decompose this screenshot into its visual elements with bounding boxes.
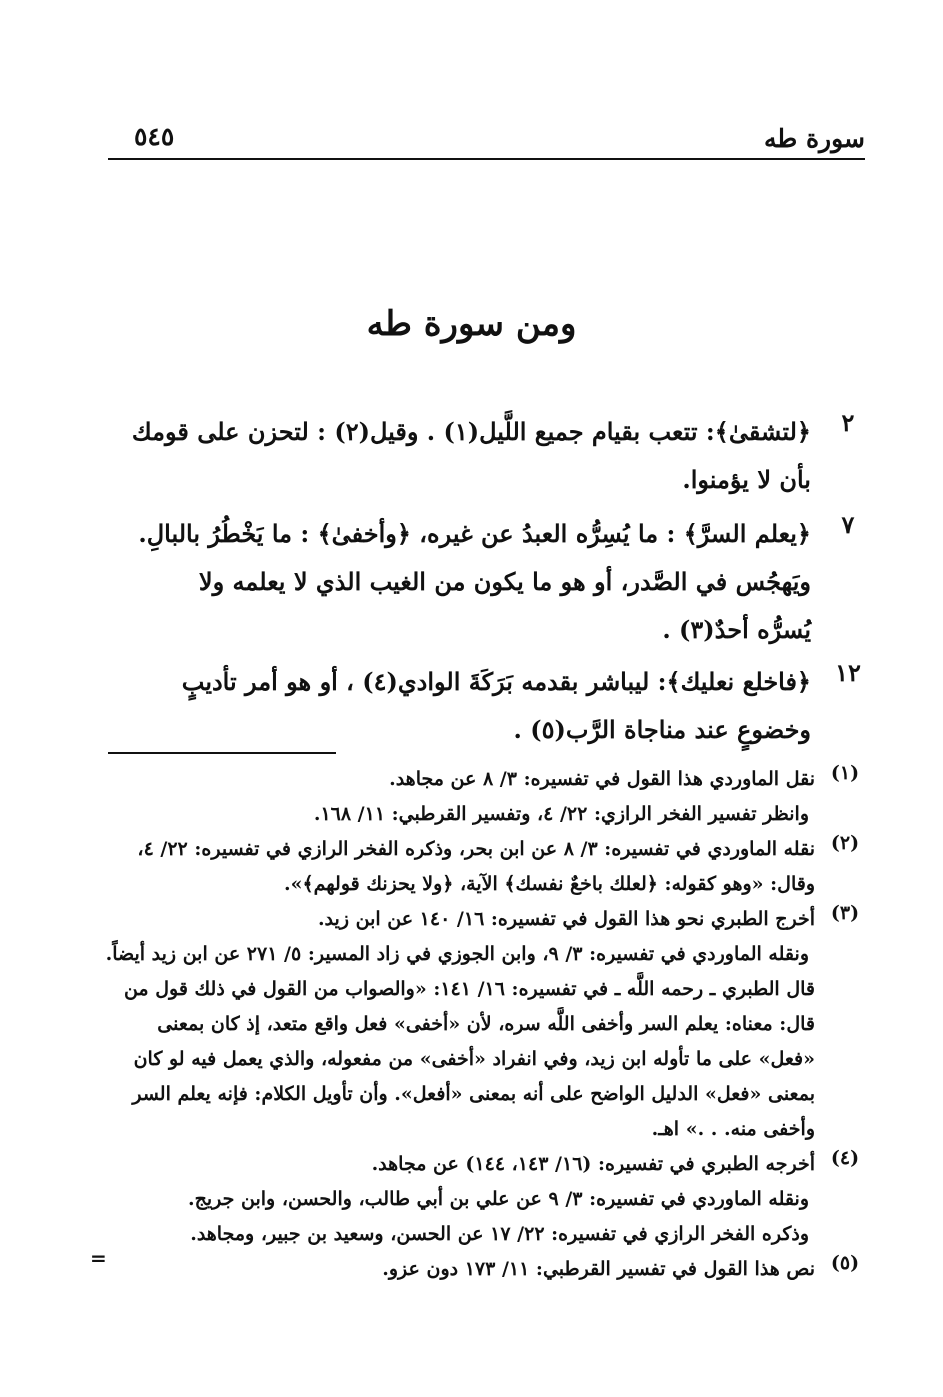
footnote-line: نص هذا القول في تفسير القرطبي: ١١/ ١٧٣ دون عزو. — [382, 1258, 815, 1280]
footnotes — [100, 762, 865, 1287]
commentary-line: ويَهجُس في الصَّدر، أو هو ما يكون من الغيب الذي لا يعلمه ولا — [198, 567, 811, 596]
verse-commentary — [105, 408, 811, 504]
footnote-line: نقل الماوردي هذا القول في تفسيره: ٣/ ٨ عن مجاهد. — [389, 768, 815, 790]
verse-commentary — [105, 658, 811, 754]
surah-heading: ومن سورة طه — [366, 304, 577, 344]
verse-number: ٢ — [841, 408, 855, 437]
footnote — [100, 1252, 865, 1287]
footnote-line: وذكره الفخر الرازي في تفسيره: ٢٢/ ١٧ عن الحسن، وسعيد بن جبير، ومجاهد. — [190, 1223, 809, 1245]
margin-mark: = — [90, 1246, 107, 1270]
footnote-number: (٢) — [830, 832, 860, 854]
footnote — [100, 832, 865, 902]
verse-number: ١٢ — [835, 658, 861, 687]
commentary-line: ﴿لتشقىٰ﴾: تتعب بقيام جميع اللَّيل(١) . وقيل(٢) : لتحزن على قومك — [131, 417, 811, 446]
footnote-number: (١) — [830, 762, 860, 784]
footnote-line: بمعنى «فعل» الدليل الواضح على أنه بمعنى «أفعل». وأن تأويل الكلام: فإنه يعلم السر — [132, 1083, 815, 1105]
footnote-separator — [108, 752, 336, 754]
footnote-number: (٤) — [830, 1147, 860, 1169]
footnote-line: ونقله الماوردي في تفسيره: ٣/ ٩، وابن الجوزي في زاد المسير: ٥/ ٢٧١ عن ابن زيد أيضاً. — [105, 943, 809, 965]
commentary-line: ﴿فاخلع نعليك﴾: ليباشر بقدمه بَرَكَةَ الوادي(٤) ، أو هو أمر تأديبٍ — [181, 667, 811, 696]
header-rule — [108, 158, 865, 160]
commentary-line: وخضوعٍ عند مناجاة الرَّب(٥) . — [513, 715, 811, 744]
commentary-line: بأن لا يؤمنوا. — [682, 465, 811, 494]
page-number: ٥٤٥ — [134, 122, 175, 151]
running-title: سورة طه — [763, 124, 865, 153]
verse-number: ٧ — [841, 510, 855, 539]
footnote-line: ونقله الماوردي في تفسيره: ٣/ ٩ عن علي بن أبي طالب، والحسن، وابن جريج. — [188, 1188, 809, 1210]
footnote-line: قال الطبري ـ رحمه اللَّه ـ في تفسيره: ١٦/ ١٤١: «والصواب من القول في ذلك قول من — [123, 978, 815, 1000]
footnote-line: نقله الماوردي في تفسيره: ٣/ ٨ عن ابن بحر، وذكره الفخر الرازي في تفسيره: ٢٢/ ٤، — [137, 838, 815, 860]
footnote-line: وأخفى منه. . .» اهـ. — [651, 1118, 815, 1140]
footnote-line: وانظر تفسير الفخر الرازي: ٢٢/ ٤، وتفسير القرطبي: ١١/ ١٦٨. — [313, 803, 809, 825]
footnote-number: (٣) — [830, 902, 860, 924]
running-header — [108, 118, 865, 158]
footnote-line: «فعل» على ما تأوله ابن زيد، وفي انفراد «أخفى» من مفعوله، والذي يعمل فيه لو كان — [133, 1048, 815, 1070]
commentary-line: يُسرُّه أحدٌ(٣) . — [662, 615, 811, 644]
footnote — [100, 1147, 865, 1252]
footnote-number: (٥) — [830, 1252, 860, 1274]
footnote-line: أخرجه الطبري في تفسيره: (١٦/ ١٤٣، ١٤٤) عن مجاهد. — [371, 1153, 815, 1175]
footnote-line: قال: معناه: يعلم السر وأخفى اللَّه سره، لأن «أخفى» فعل واقع متعد، إذ كان بمعنى — [157, 1013, 815, 1035]
commentary-line: ﴿يعلم السرَّ﴾ : ما يُسِرُّه العبدُ عن غيره، ﴿وأخفىٰ﴾ : ما يَخْطُرُ بالبالِ. — [138, 519, 811, 548]
footnote-line: وقال: «وهو كقوله: ﴿لعلك باخعٌ نفسك﴾ الآية، ﴿ولا يحزنك قولهم﴾». — [284, 873, 815, 895]
footnote-line: أخرج الطبري نحو هذا القول في تفسيره: ١٦/ ١٤٠ عن ابن زيد. — [317, 908, 815, 930]
footnote — [100, 902, 865, 1147]
verse-commentary — [105, 510, 811, 654]
footnote — [100, 762, 865, 832]
